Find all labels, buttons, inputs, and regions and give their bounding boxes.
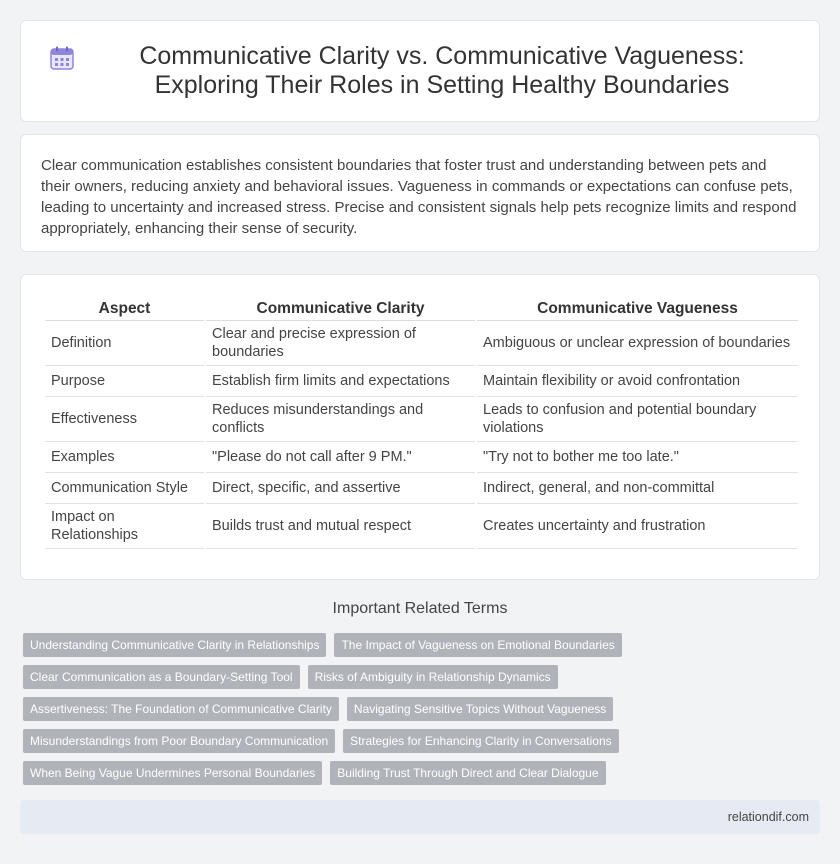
table-cell: Impact on Relationships [45, 504, 204, 549]
table-row [45, 366, 798, 397]
calendar-icon [49, 45, 75, 71]
table-cell: Examples [45, 442, 204, 473]
tag-row [23, 633, 823, 657]
related-term-tag[interactable]: Building Trust Through Direct and Clear Dialogue [330, 761, 605, 785]
footer-site-link[interactable]: relationdif.com [727, 810, 809, 824]
table-cell: Definition [45, 321, 204, 366]
intro-card [20, 134, 820, 252]
related-term-tag[interactable]: Understanding Communicative Clarity in Relationships [23, 633, 326, 657]
related-term-tag[interactable]: Strategies for Enhancing Clarity in Conversations [343, 729, 618, 753]
table-row [45, 504, 798, 549]
related-term-tag[interactable]: Clear Communication as a Boundary-Setting Tool [23, 665, 300, 689]
table-cell: Establish firm limits and expectations [206, 366, 475, 397]
column-header-vagueness: Communicative Vagueness [477, 297, 798, 321]
table-cell: Creates uncertainty and frustration [477, 504, 798, 549]
table-cell: Effectiveness [45, 397, 204, 442]
related-terms-list [23, 633, 823, 793]
table-cell: Leads to confusion and potential boundary violations [477, 397, 798, 442]
table-cell: Purpose [45, 366, 204, 397]
column-header-aspect: Aspect [45, 297, 204, 321]
table-cell: Communication Style [45, 473, 204, 504]
table-cell: Builds trust and mutual respect [206, 504, 475, 549]
table-cell: "Try not to bother me too late." [477, 442, 798, 473]
related-term-tag[interactable]: When Being Vague Undermines Personal Boundaries [23, 761, 322, 785]
tag-row [23, 665, 823, 689]
table-cell: Direct, specific, and assertive [206, 473, 475, 504]
intro-paragraph: Clear communication establishes consistent boundaries that foster trust and understanding between pets and their owners, reducing anxiety and behavioral issues. Vagueness in commands or expectations can confuse pets, leading to uncertainty and increased stress. Precise and consistent signals help pets recognize limits and respond appropriately, enhancing their sense of security. [41, 157, 797, 237]
comparison-table [43, 297, 800, 549]
related-term-tag[interactable]: Risks of Ambiguity in Relationship Dynamics [308, 665, 558, 689]
table-cell: Reduces misunderstandings and conflicts [206, 397, 475, 442]
table-row [45, 321, 798, 366]
table-cell: Indirect, general, and non-committal [477, 473, 798, 504]
related-term-tag[interactable]: The Impact of Vagueness on Emotional Boundaries [334, 633, 621, 657]
table-cell: "Please do not call after 9 PM." [206, 442, 475, 473]
table-row [45, 442, 798, 473]
related-term-tag[interactable]: Navigating Sensitive Topics Without Vagueness [347, 697, 613, 721]
page-title: Communicative Clarity vs. Communicative Vagueness: Exploring Their Roles in Setting Healthy Boundaries [139, 42, 745, 99]
related-terms-heading: Important Related Terms [332, 600, 508, 617]
table-row [45, 397, 798, 442]
column-header-clarity: Communicative Clarity [206, 297, 475, 321]
tag-row [23, 729, 823, 753]
table-cell: Maintain flexibility or avoid confrontation [477, 366, 798, 397]
header-card [20, 20, 820, 122]
table-cell: Clear and precise expression of boundaries [206, 321, 475, 366]
tag-row [23, 761, 823, 785]
comparison-table-card [20, 274, 820, 580]
table-row [45, 473, 798, 504]
table-header-row [45, 297, 798, 321]
footer [20, 800, 820, 834]
related-term-tag[interactable]: Misunderstandings from Poor Boundary Communication [23, 729, 335, 753]
table-cell: Ambiguous or unclear expression of boundaries [477, 321, 798, 366]
related-term-tag[interactable]: Assertiveness: The Foundation of Communicative Clarity [23, 697, 339, 721]
tag-row [23, 697, 823, 721]
